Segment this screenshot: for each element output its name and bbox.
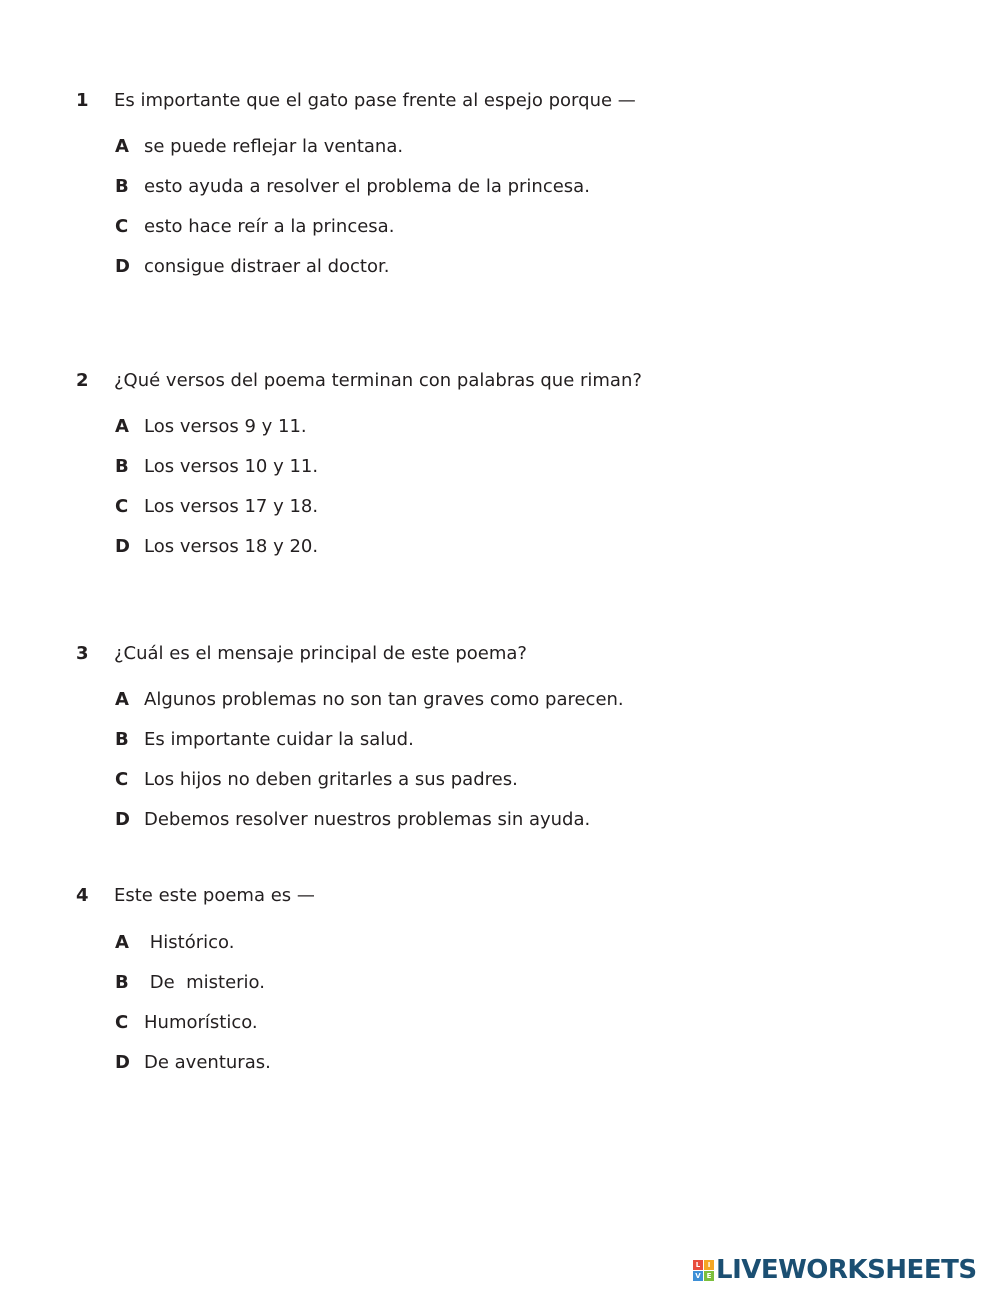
- question-text: Es importante que el gato pase frente al espejo porque —: [114, 90, 636, 111]
- q4-option-a[interactable]: [115, 931, 815, 955]
- option-letter: B: [115, 729, 129, 750]
- option-text: Los versos 9 y 11.: [144, 416, 307, 437]
- q2-option-a[interactable]: [115, 415, 815, 439]
- option-text: Algunos problemas no son tan graves como parecen.: [144, 689, 624, 710]
- q3-option-a[interactable]: [115, 688, 815, 712]
- option-letter: A: [115, 136, 129, 157]
- question-number: 3: [76, 643, 89, 664]
- logo-text: LIVEWORKSHEETS: [716, 1255, 977, 1285]
- option-letter: B: [115, 456, 129, 477]
- q2-option-d[interactable]: [115, 535, 815, 559]
- option-letter: B: [115, 176, 129, 197]
- option-letter: A: [115, 932, 129, 953]
- q3-option-b[interactable]: [115, 728, 815, 752]
- q1-option-c[interactable]: [115, 215, 815, 239]
- option-letter: A: [115, 689, 129, 710]
- question-number: 4: [76, 885, 89, 906]
- option-letter: C: [115, 1012, 129, 1033]
- q4-option-b[interactable]: [115, 971, 815, 995]
- option-letter: A: [115, 416, 129, 437]
- option-text: De aventuras.: [144, 1052, 271, 1073]
- option-letter: B: [115, 972, 129, 993]
- q1-option-b[interactable]: [115, 175, 815, 199]
- option-letter: D: [115, 256, 130, 277]
- q3-option-d[interactable]: [115, 808, 815, 832]
- option-text: consigue distraer al doctor.: [144, 256, 390, 277]
- q4-option-d[interactable]: [115, 1051, 815, 1075]
- option-text: esto ayuda a resolver el problema de la princesa.: [144, 176, 590, 197]
- option-letter: C: [115, 496, 129, 517]
- q1-option-a[interactable]: [115, 135, 815, 159]
- option-text: Histórico.: [144, 932, 235, 953]
- question-number: 2: [76, 370, 89, 391]
- option-letter: C: [115, 216, 129, 237]
- option-text: Es importante cuidar la salud.: [144, 729, 414, 750]
- option-text: Debemos resolver nuestros problemas sin ayuda.: [144, 809, 591, 830]
- liveworksheets-logo: [693, 1256, 977, 1284]
- option-text: Los versos 17 y 18.: [144, 496, 319, 517]
- logo-blocks-icon: L I V E: [693, 1260, 714, 1281]
- option-text: Los versos 18 y 20.: [144, 536, 319, 557]
- q2-option-c[interactable]: [115, 495, 815, 519]
- option-text: Humorístico.: [144, 1012, 258, 1033]
- option-letter: C: [115, 769, 129, 790]
- option-text: se puede reflejar la ventana.: [144, 136, 404, 157]
- option-letter: D: [115, 1052, 130, 1073]
- option-letter: D: [115, 536, 130, 557]
- option-text: Los versos 10 y 11.: [144, 456, 319, 477]
- question-text: ¿Cuál es el mensaje principal de este poema?: [114, 643, 527, 664]
- option-text: De misterio.: [144, 972, 265, 993]
- option-text: esto hace reír a la princesa.: [144, 216, 395, 237]
- option-letter: D: [115, 809, 130, 830]
- option-text: Los hijos no deben gritarles a sus padres.: [144, 769, 518, 790]
- q3-option-c[interactable]: [115, 768, 815, 792]
- q4-option-c[interactable]: [115, 1011, 815, 1035]
- q1-option-d[interactable]: [115, 255, 815, 279]
- question-text: Este este poema es —: [114, 885, 315, 906]
- question-text: ¿Qué versos del poema terminan con palabras que riman?: [114, 370, 642, 391]
- question-number: 1: [76, 90, 89, 111]
- q2-option-b[interactable]: [115, 455, 815, 479]
